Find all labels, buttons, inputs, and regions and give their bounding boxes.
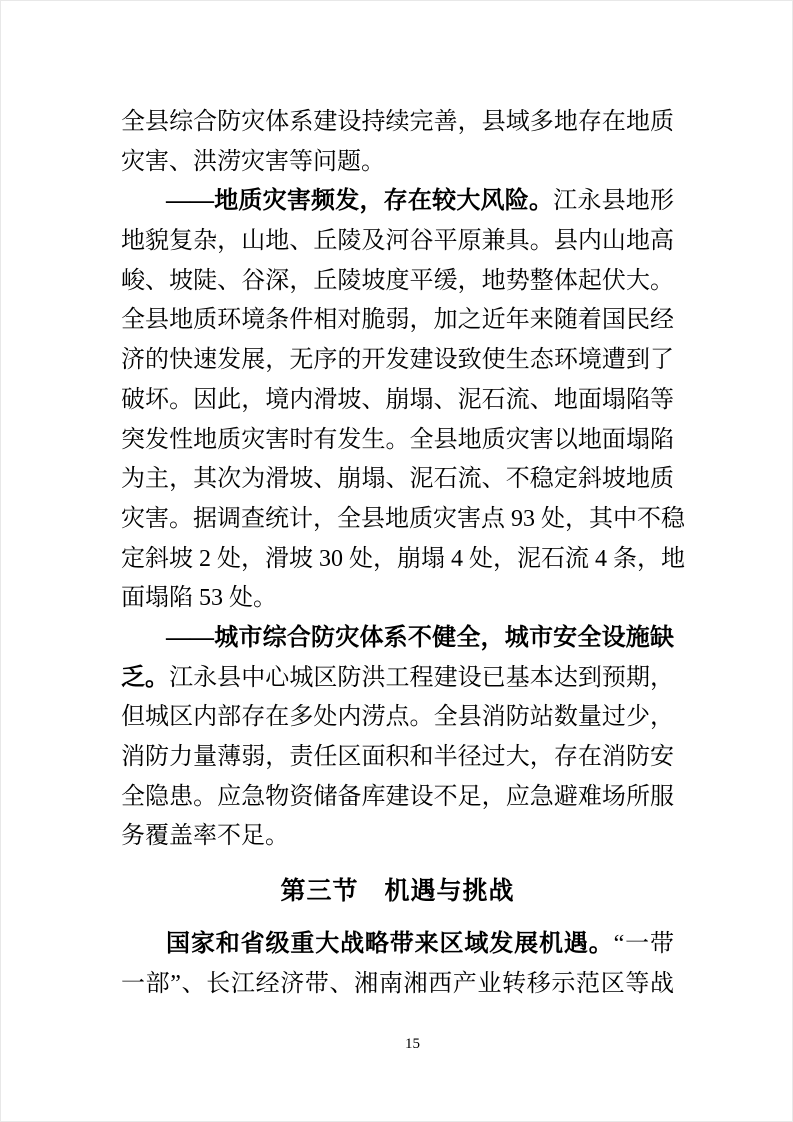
body-text: 济的快速发展，无序的开发建设致使生态环境遭到了 — [121, 347, 674, 374]
section-heading: 第三节 机遇与挑战 — [280, 877, 515, 906]
bold-lead-text: 国家和省级重大战略带来区域发展机遇。 — [166, 931, 614, 958]
body-text: 全县地质环境条件相对脆弱，加之近年来随着国民经 — [121, 307, 674, 334]
body-line — [121, 262, 674, 302]
body-text: “一带 — [613, 931, 674, 958]
bold-lead-text: 乏。 — [121, 664, 170, 691]
body-line — [121, 925, 674, 965]
body-line — [121, 301, 674, 341]
body-line — [121, 778, 674, 818]
body-text: 面塌陷 53 处。 — [121, 585, 277, 612]
body-text: 全县综合防灾体系建设持续完善，县域多地存在地质 — [121, 109, 674, 135]
body-line — [121, 579, 674, 619]
page-number: 15 — [405, 1036, 420, 1052]
body-text: 破坏。因此，境内滑坡、崩塌、泥石流、地面塌陷等 — [121, 386, 674, 413]
body-line — [121, 738, 674, 778]
body-line — [121, 143, 674, 183]
body-text: 为主，其次为滑坡、崩塌、泥石流、不稳定斜坡地质 — [121, 466, 674, 493]
bold-lead-text: ——地质灾害频发，存在较大风险。 — [166, 188, 554, 215]
body-text: 灾害。据调查统计，全县地质灾害点 93 处，其中不稳 — [121, 505, 685, 532]
body-line — [121, 965, 674, 1005]
body-text: 但城区内部存在多处内涝点。全县消防站数量过少， — [121, 704, 674, 731]
body-text: 江永县地形 — [553, 188, 675, 215]
body-text: 峻、坡陡、谷深，丘陵坡度平缓，地势整体起伏大。 — [121, 267, 674, 294]
body-line — [121, 500, 685, 540]
body-text: 消防力量薄弱，责任区面积和半径过大，存在消防安 — [121, 744, 674, 770]
body-text: 地貌复杂，山地、丘陵及河谷平原兼具。县内山地高 — [121, 228, 674, 255]
document-body — [121, 103, 685, 1004]
body-text: 江永县中心城区防洪工程建设已基本达到预期， — [169, 664, 675, 691]
body-line — [121, 222, 674, 262]
body-text: 务覆盖率不足。 — [121, 823, 289, 850]
body-line — [121, 341, 674, 381]
body-line — [121, 698, 674, 738]
body-line — [121, 540, 685, 580]
body-line — [121, 460, 674, 500]
body-line — [121, 421, 674, 461]
body-text: 全隐患。应急物资储备库建设不足，应急避难场所服 — [121, 783, 674, 810]
body-line — [121, 817, 674, 857]
body-line — [121, 381, 674, 421]
body-text: 突发性地质灾害时有发生。全县地质灾害以地面塌陷 — [121, 426, 674, 453]
body-line — [121, 619, 674, 659]
body-text: 灾害、洪涝灾害等问题。 — [121, 148, 385, 175]
body-line — [121, 103, 674, 143]
body-text: 一部”、长江经济带、湘南湘西产业转移示范区等战 — [121, 970, 674, 997]
body-line — [121, 659, 674, 699]
bold-lead-text: ——城市综合防灾体系不健全，城市安全设施缺 — [166, 624, 674, 651]
body-text: 定斜坡 2 处，滑坡 30 处，崩塌 4 处，泥石流 4 条，地 — [121, 545, 685, 572]
body-line — [121, 182, 674, 222]
